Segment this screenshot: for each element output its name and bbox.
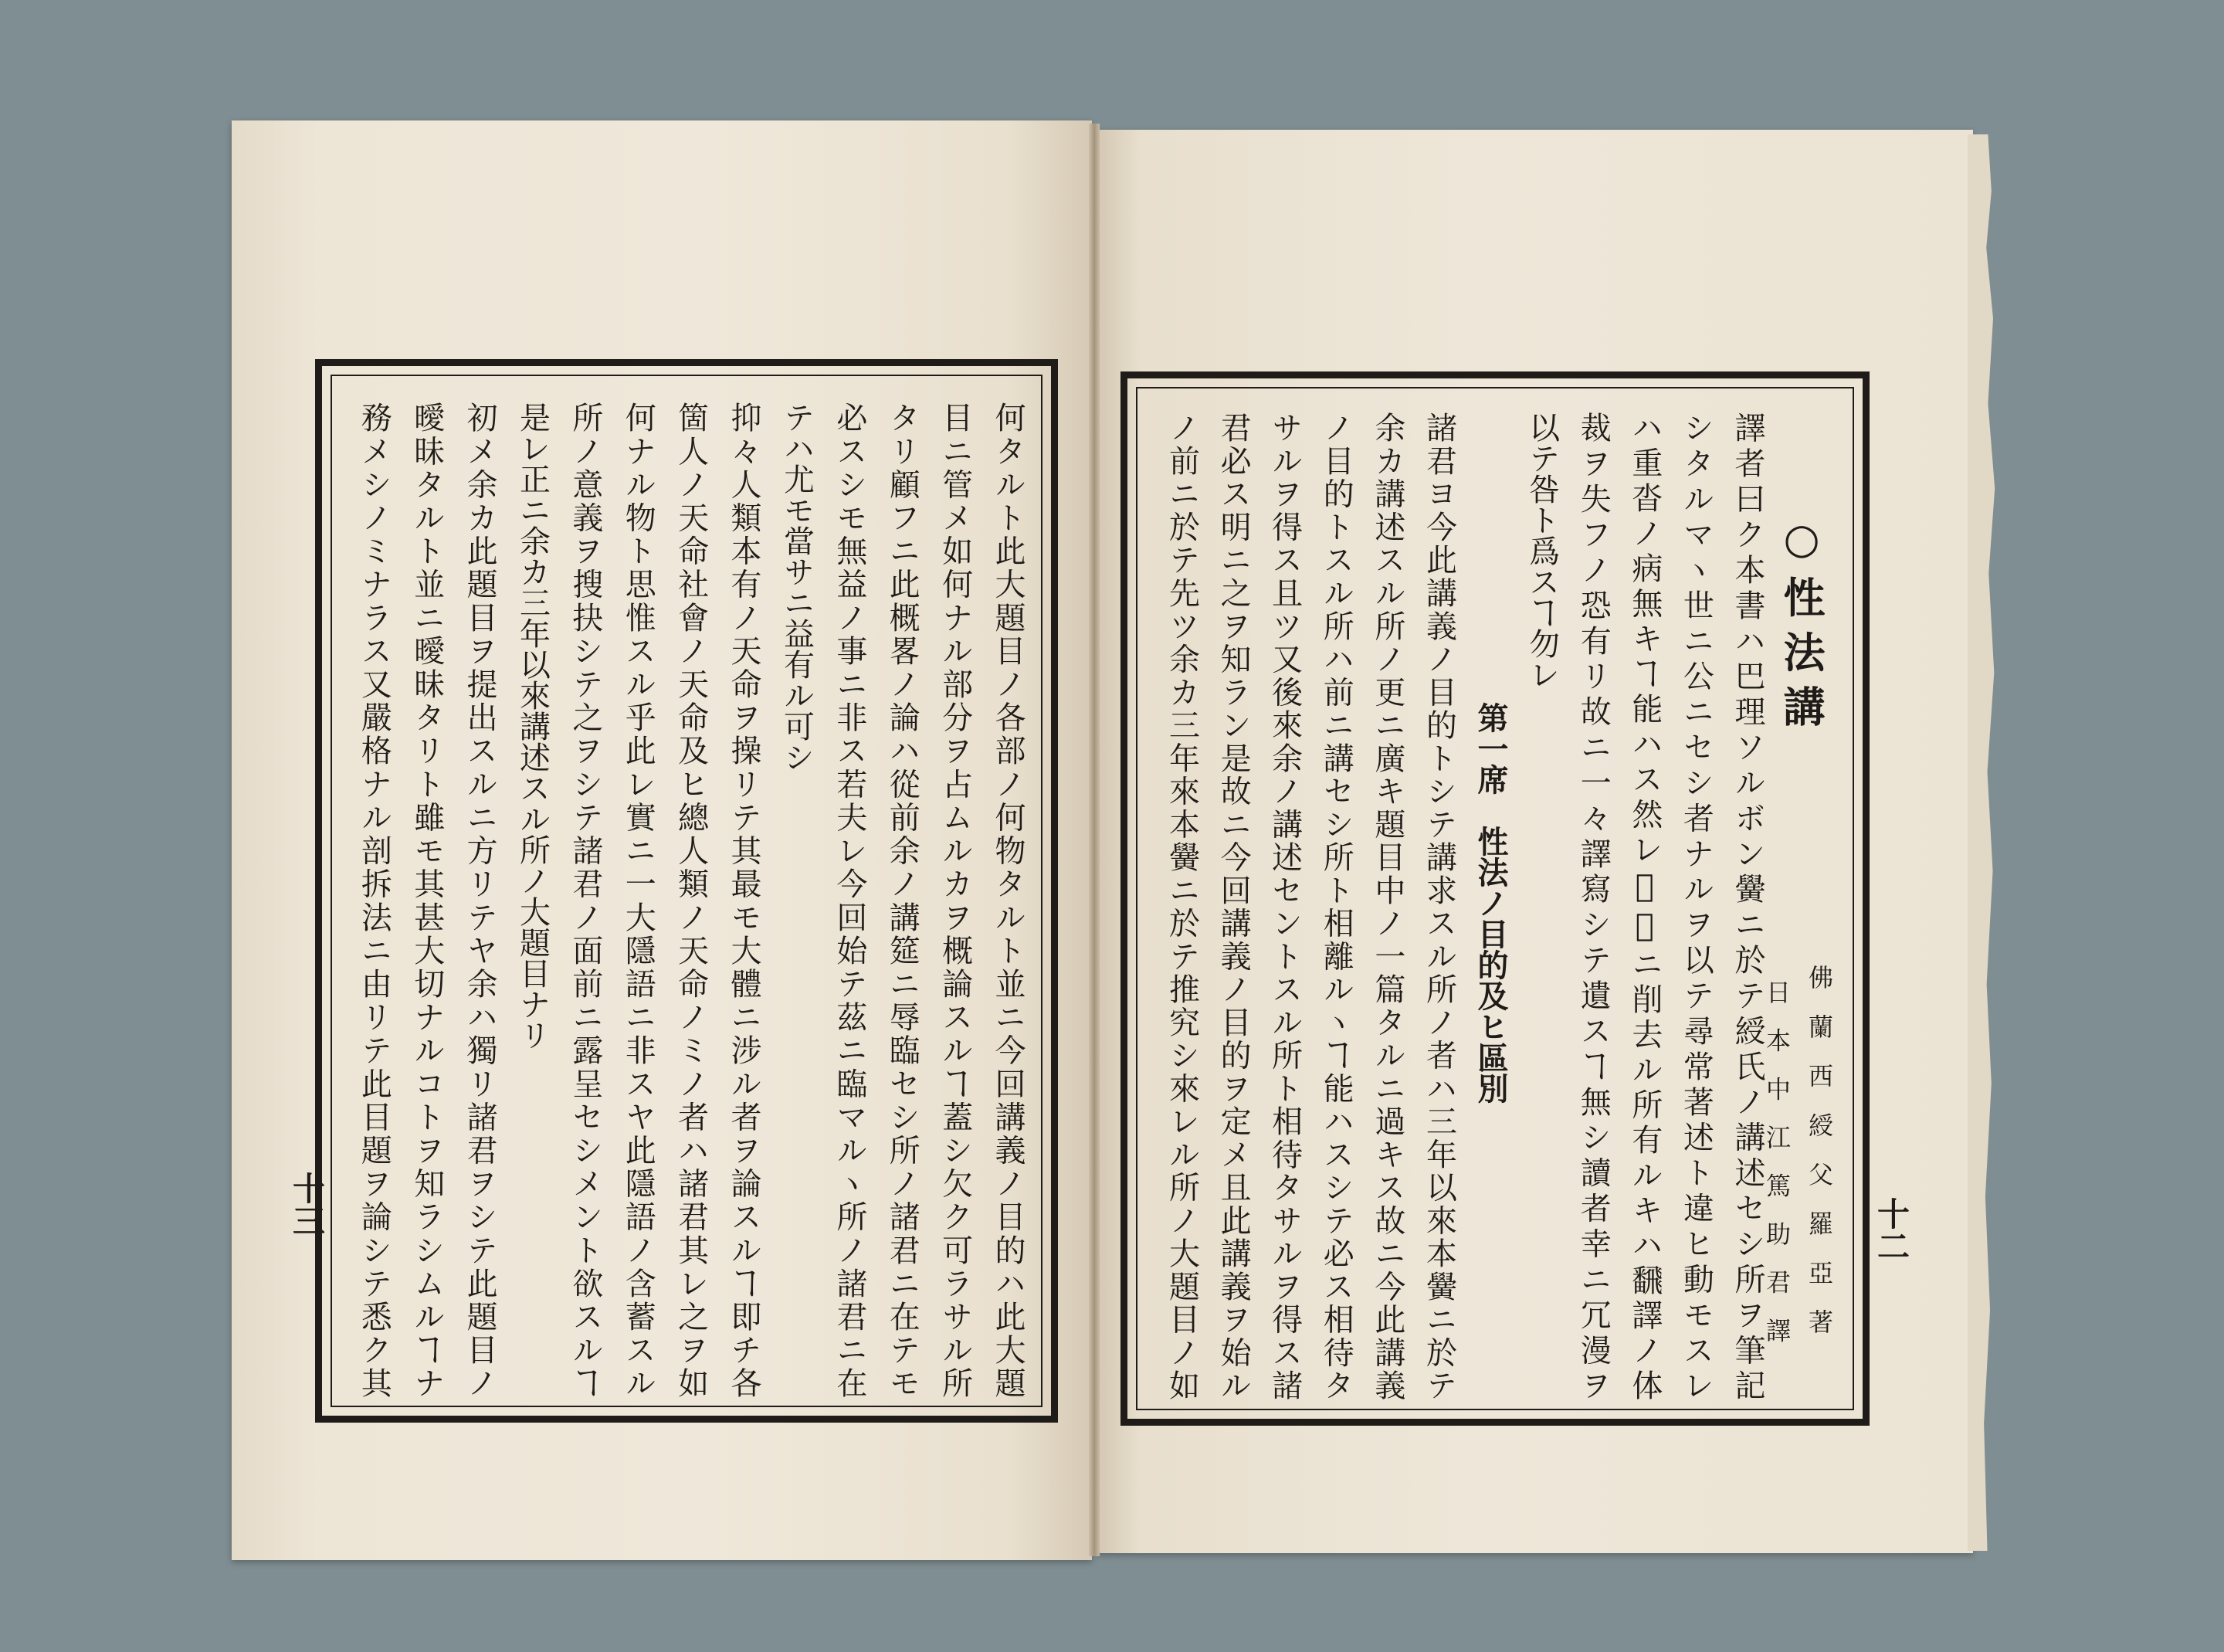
right-page-text-block [1156, 412, 1774, 1400]
text-column: シタルマヽ世ニ公ニセシ者ナルヲ以テ尋常著述ト違ヒ動モスレ [1678, 412, 1714, 1400]
book-gutter [1089, 124, 1100, 1556]
right-page-deckled-edge [1968, 134, 2002, 1551]
text-column: 抑々人類本有ノ天命ヲ操リテ其最モ大體ニ涉ル者ヲ論スルヿ即チ各 [726, 402, 762, 1398]
text-column: ハ重沓ノ病無キヿ能ハス然レ𪜈妄ニ削去ル所有ルキハ飜譯ノ体 [1626, 412, 1663, 1400]
text-column: 諸君ヨ今此講義ノ目的トシテ講求スル所ノ者ハ三年以來本黌ニ於テ [1421, 412, 1457, 1400]
translator-line: 日本中江篤助君譯 [1762, 979, 1792, 1342]
text-column: 何タルト此大題目ノ各部ノ何物タルト並ニ今回講義ノ目的ハ此大題 [990, 402, 1026, 1398]
text-column: タリ顧フニ此概畧ノ論ハ從前余ノ講筵ニ辱臨セシ所ノ諸君ニ在テモ [884, 402, 920, 1398]
text-column: 余カ講述スル所ノ更ニ廣キ題目中ノ一篇タルニ過キス故ニ今此講義 [1369, 412, 1405, 1400]
text-column: 箇人ノ天命社會ノ天命及ヒ總人類ノ天命ノミノ者ハ諸君其レ之ヲ如 [673, 402, 709, 1398]
text-column: 務メシノミナラス又嚴格ナル剖拆法ニ由リテ此目題ヲ論シテ悉ク其 [356, 402, 392, 1398]
text-column: 必スシモ無益ノ事ニ非ス若夫レ今回始テ茲ニ臨マルヽ所ノ諸君ニ在 [831, 402, 867, 1398]
text-column: ノ目的トスル所ハ前ニ講セシ所ト相離ルヽヿ能ハスシテ必ス相待タ [1318, 412, 1354, 1400]
text-column: 以テ咎ト爲スヿ勿レ [1524, 412, 1560, 690]
text-column: テハ尤モ當サニ益有ル可シ [778, 402, 815, 772]
text-column: 曖昧タルト並ニ曖昧タリト雖モ其甚大切ナルコトヲ知ラシムルヿナ [409, 402, 445, 1398]
text-column: 目ニ管メ如何ナル部分ヲ占ムルカヲ概論スルヿ蓋シ欠ク可ラサル所 [937, 402, 973, 1398]
text-column: 裁ヲ失フノ恐有リ故ニ一々譯寫シテ遺スヿ無シ讀者幸ニ冗漫ヲ [1575, 412, 1612, 1400]
text-column: 初メ余カ此題目ヲ提出スルニ方リテヤ余ハ獨リ諸君ヲシテ此題目ノ [462, 402, 498, 1398]
text-column: 所ノ意義ヲ搜抉シテ之ヲシテ諸君ノ面前ニ露呈セシメント欲スルヿ [567, 402, 603, 1398]
author-line: 佛蘭西綬父羅亞著 [1805, 965, 1834, 1334]
book-title: ○性法講 [1777, 514, 1826, 727]
left-page-number: 十三 [288, 1172, 326, 1236]
text-column: 譯者曰ク本書ハ巴理ソルボン黌ニ於テ綬氏ノ講述セシ所ヲ筆記 [1730, 412, 1765, 1400]
text-column: 君必ス明ニ之ヲ知ラン是故ニ今回講義ノ目的ヲ定メ且此講義ヲ始ル [1215, 412, 1252, 1400]
section-heading: 第一席 性法ノ目的及ヒ區別 [1473, 702, 1510, 1104]
text-column: 是レ正ニ余カ三年以來講述スル所ノ大題目ナリ [514, 402, 551, 1050]
right-page-number: 十二 [1873, 1197, 1910, 1262]
left-page-text-block [347, 402, 1034, 1398]
text-column: ノ前ニ於テ先ツ余カ三年來本黌ニ於テ推究シ來レル所ノ大題目ノ如 [1164, 412, 1200, 1400]
text-column: サルヲ得ス且ツ又後來余ノ講述セントスル所ト相待タサルヲ得ス諸 [1266, 412, 1303, 1400]
text-column: 何ナル物ト思惟スル乎此レ實ニ一大隱語ニ非スヤ此隱語ノ含蓄スル [620, 402, 656, 1398]
